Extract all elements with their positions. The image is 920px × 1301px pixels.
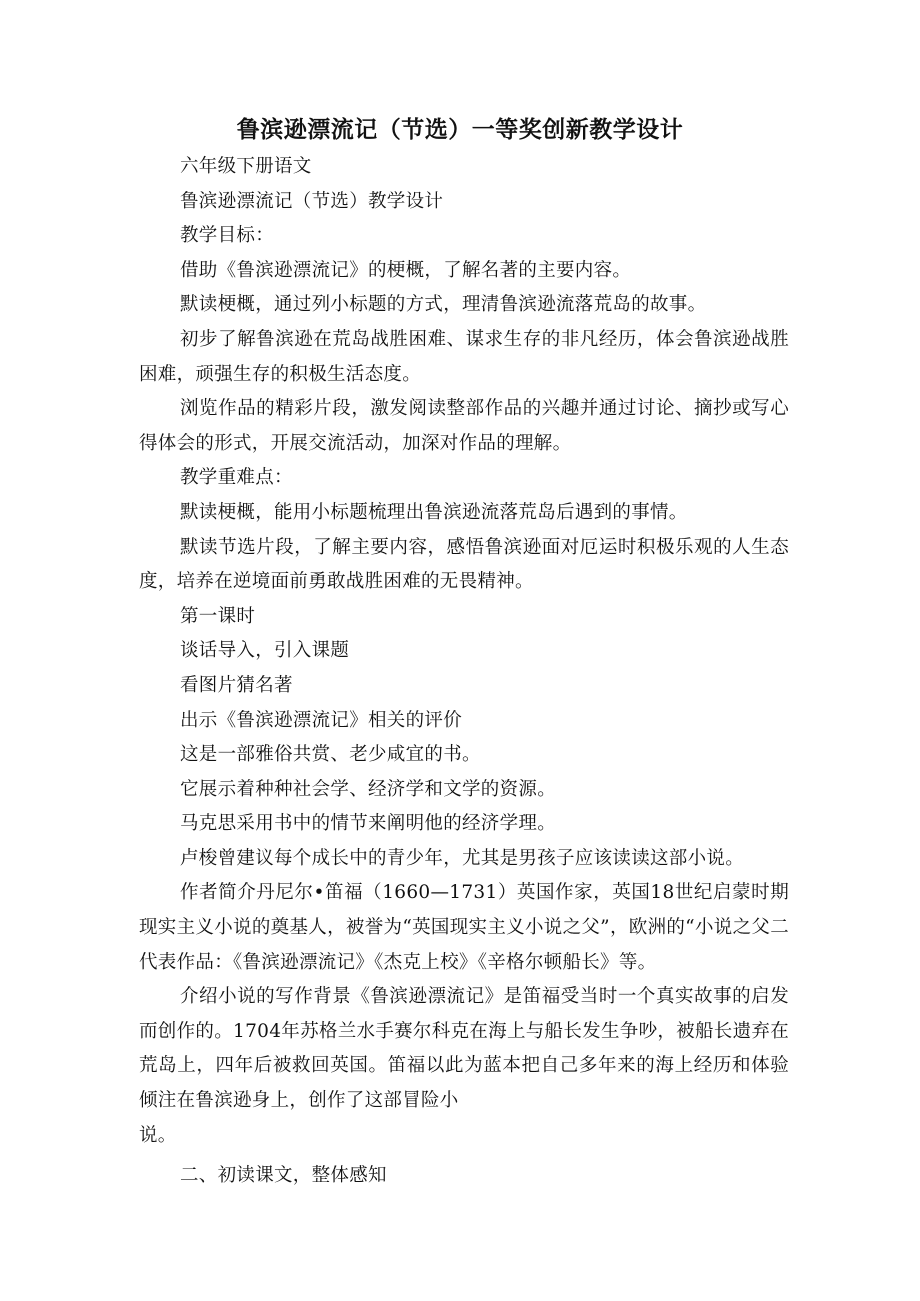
paragraph-background: 介绍小说的写作背景《鲁滨逊漂流记》是笛福受当时一个真实故事的启发而创作的。1704年苏格兰水手赛尔科克在海上与船长发生争吵，被船长遗弃在荒岛上，四年后被救回英国。笛福以此为蓝本把自己多年来的海上经历和体验倾注在鲁滨逊身上，创作了这部冒险小	[139, 986, 789, 1112]
paragraph-key-points-heading: 教学重难点：	[180, 467, 293, 489]
paragraph-goal-1: 借助《鲁滨逊漂流记》的梗概，了解名著的主要内容。	[180, 259, 632, 281]
paragraph-author-intro: 作者简介丹尼尔•笛福（1660—1731）英国作家，英国18世纪启蒙时期现实主义小说的奠基人，被誉为“英国现实主义小说之父”，欧洲的“小说之父二代表作品：《鲁滨逊漂流记》《杰克上校》《辛格尔顿船长》等。	[139, 882, 789, 973]
paragraph-background-tail: 说。	[139, 1124, 177, 1146]
paragraph-review-2: 它展示着种种社会学、经济学和文学的资源。	[180, 778, 557, 800]
paragraph-key-point-1: 默读梗概，能用小标题梳理出鲁滨逊流落荒岛后遇到的事情。	[180, 501, 688, 523]
paragraph-goals-heading: 教学目标：	[180, 225, 275, 247]
paragraph-subtitle: 鲁滨逊漂流记（节选）教学设计	[180, 190, 444, 212]
paragraph-lesson-one: 第一课时	[180, 605, 256, 627]
paragraph-goal-3: 初步了解鲁滨逊在荒岛战胜困难、谋求生存的非凡经历，体会鲁滨逊战胜困难，顽强生存的积极生活态度。	[139, 328, 789, 385]
paragraph-review-1: 这是一部雅俗共赏、老少咸宜的书。	[180, 744, 481, 766]
paragraph-review-4: 卢梭曾建议每个成长中的青少年，尤其是男孩子应该读读这部小说。	[180, 847, 745, 869]
paragraph-goal-2: 默读梗概，通过列小标题的方式，理清鲁滨逊流落荒岛的故事。	[180, 294, 707, 316]
paragraph-review-3: 马克思采用书中的情节来阐明他的经济学理。	[180, 813, 557, 835]
paragraph-intro-topic: 谈话导入，引入课题	[180, 640, 350, 662]
paragraph-key-point-2: 默读节选片段，了解主要内容，感悟鲁滨逊面对厄运时积极乐观的人生态度，培养在逆境面前勇敢战胜困难的无畏精神。	[139, 536, 789, 593]
document-body	[139, 150, 789, 1194]
paragraph-goal-4: 浏览作品的精彩片段，激发阅读整部作品的兴趣并通过讨论、摘抄或写心得体会的形式，开展交流活动，加深对作品的理解。	[139, 398, 789, 454]
paragraph-show-reviews: 出示《鲁滨逊漂流记》相关的评价	[180, 709, 463, 731]
document-title: 鲁滨逊漂流记（节选）一等奖创新教学设计	[236, 117, 684, 143]
paragraph-guess-book: 看图片猜名著	[180, 674, 293, 696]
paragraph-grade: 六年级下册语文	[180, 156, 312, 177]
paragraph-section-two-heading: 二、初读课文，整体感知	[180, 1165, 387, 1187]
